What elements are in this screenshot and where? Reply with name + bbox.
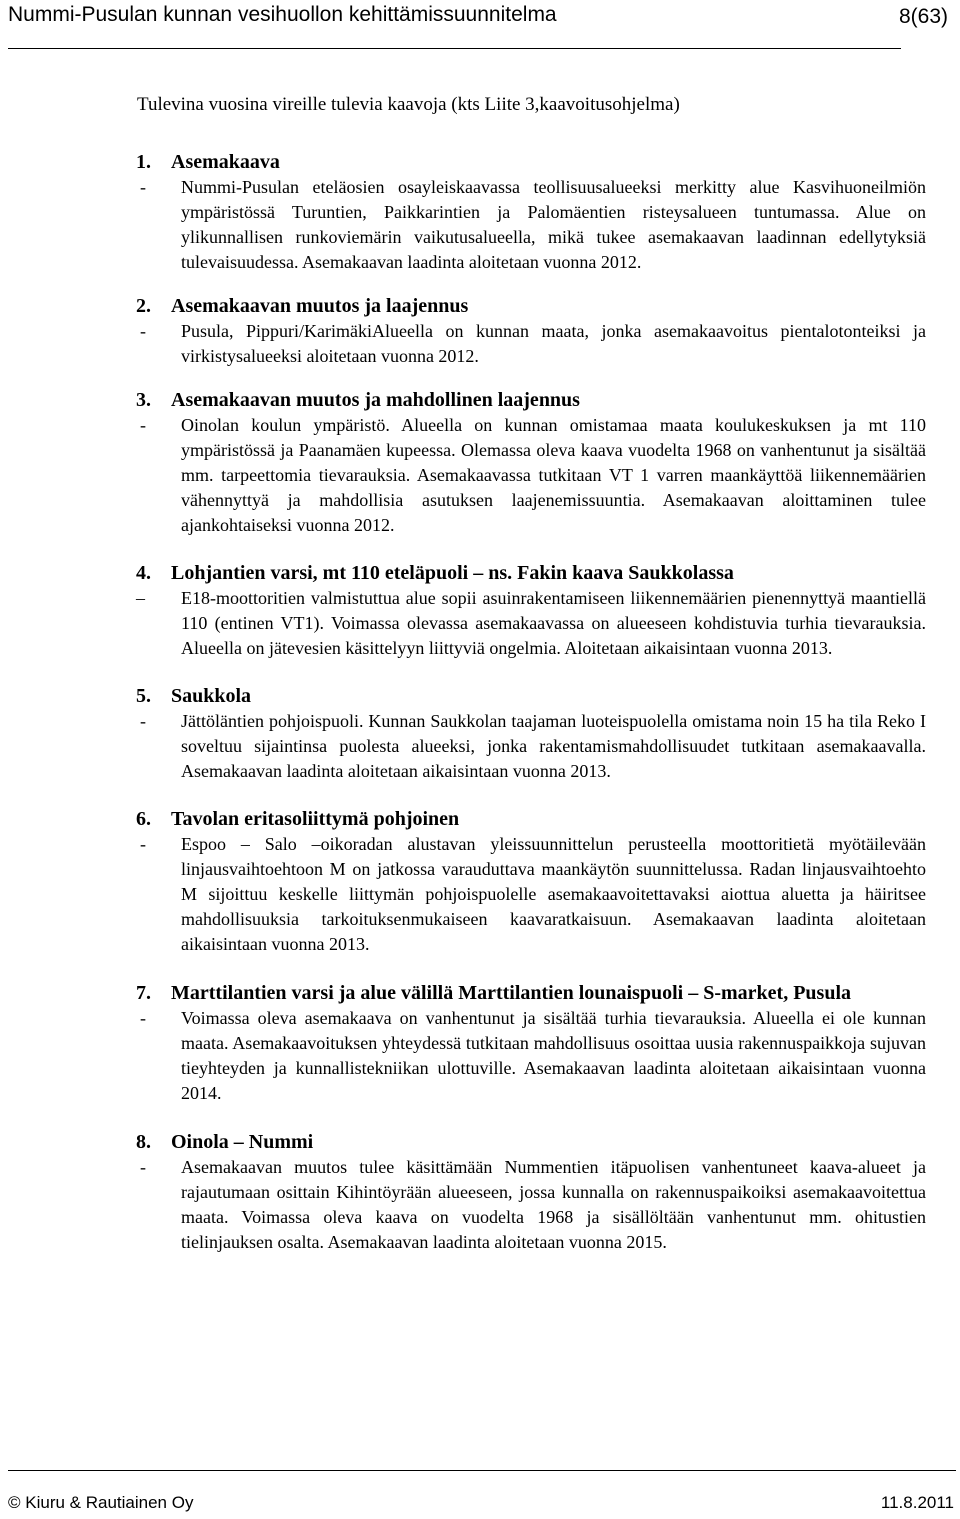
section-title: Lohjantien varsi, mt 110 eteläpuoli – ns. Fakin kaava Saukkolassa [171, 562, 734, 584]
section-heading [136, 684, 926, 709]
section-number: 7. [136, 982, 151, 1004]
section-3 [136, 388, 926, 538]
bullet-item [136, 1006, 926, 1106]
page-header [8, 2, 952, 32]
bullet-item [136, 832, 926, 957]
bullet-text: Oinolan koulun ympäristö. Alueella on kunnan omistamaa maata koulukeskuksen ja mt 110 ympäristössä ja Paanamäen kupeessa. Olemassa oleva kaava vuodelta 1968 on vanhentunut ja sisältää mm. tarpeettomia tievarauksia. Asemakaavassa tutkitaan VT 1 varren maankäyttöä liikennemäärien vähennyttyä ja mahdollisia asutuksen laajenemissuuntia. Asemakaavan aloittaminen tulee ajankohtaiseksi vuonna 2012. [181, 415, 926, 535]
section-heading [136, 388, 926, 413]
section-title: Asemakaava [171, 151, 280, 173]
bullet-dash: - [140, 177, 146, 197]
section-heading [136, 807, 926, 832]
bullet-text: Jättöläntien pohjoispuoli. Kunnan Saukkolan taajaman luoteispuolella omistama noin 15 ha tila Reko I soveltuu sijaintinsa puolesta alueeksi, jonka rakentamismahdollisuudet tutkitaan asemakaavalla. Asemakaavan laadinta aloitetaan aikaisintaan vuonna 2013. [181, 711, 926, 781]
bullet-item [136, 175, 926, 275]
bullet-text: Voimassa oleva asemakaava on vanhentunut ja sisältää turhia tievarauksia. Alueella ei ole kunnan maata. Asemakaavoituksen yhteydessä tutkitaan mahdollisuus osoittaa uusia rakennuspaikkoja sujuvan tieyhteyden ja kunnallistekniikan ulottuville. Asemakaavan laadinta aloitetaan aikaisintaan vuonna 2014. [181, 1008, 926, 1103]
section-heading [136, 1130, 926, 1155]
section-number: 6. [136, 808, 151, 830]
section-number: 1. [136, 151, 151, 173]
section-8 [136, 1130, 926, 1255]
section-heading [136, 294, 926, 319]
bullet-text: Asemakaavan muutos tulee käsittämään Nummentien itäpuolisen vanhentuneet kaava-alueet ja rajautumaan osittain Kihintöyrään alueeseen, jossa kunnalla on rakennuspaikoiksi asemakaavoitettua maata. Voimassa oleva kaava on vuodelta 1968 ja sisällöltään vanhentunut mm. ohitustien tielinjauksen osalta. Asemakaavan laadinta aloitetaan vuonna 2015. [181, 1157, 926, 1252]
bullet-dash: - [140, 711, 146, 731]
page-footer [8, 1492, 954, 1516]
section-number: 5. [136, 685, 151, 707]
bullet-item [136, 319, 926, 369]
intro-text: Tulevina vuosina vireille tulevia kaavoja (kts Liite 3,kaavoitusohjelma) [137, 94, 680, 115]
section-heading [136, 150, 926, 175]
section-title: Tavolan eritasoliittymä pohjoinen [171, 808, 460, 830]
section-7 [136, 981, 926, 1106]
section-heading [136, 561, 926, 586]
bullet-item [136, 413, 926, 538]
section-heading [136, 981, 926, 1006]
section-4 [136, 561, 926, 661]
bullet-item [136, 1155, 926, 1255]
footer-company: © Kiuru & Rautiainen Oy [8, 1493, 194, 1512]
section-title: Asemakaavan muutos ja laajennus [171, 295, 469, 317]
bullet-text: Espoo – Salo –oikoradan alustavan yleissuunnittelun perusteella moottoritietä myötäilevään linjausvaihtoehtoon M on jatkossa varauduttava maankäytön suunnittelussa. Radan linjausvaihtoehto M sijoittuu keskelle liittymän pohjoispuolelle asemakaavoitettavaksi aiottua aluetta ja häiritsee mahdollisuuksia tarkoituksenmukaiseen kaavaratkaisuun. Asemakaavan laadinta aloitetaan aikaisintaan vuonna 2013. [181, 834, 926, 954]
bullet-text: Pusula, Pippuri/KarimäkiAlueella on kunnan maata, jonka asemakaavoitus pientalotonteiksi ja virkistysalueeksi aloitetaan vuonna 2012. [181, 321, 926, 366]
section-number: 2. [136, 295, 151, 317]
section-title: Asemakaavan muutos ja mahdollinen laajennus [171, 389, 580, 411]
bullet-dash: - [140, 321, 146, 341]
bullet-item [136, 709, 926, 784]
bullet-dash: - [140, 415, 146, 435]
section-number: 3. [136, 389, 151, 411]
bullet-text: Nummi-Pusulan eteläosien osayleiskaavassa teollisuusalueeksi merkitty alue Kasvihuoneilmiön ympäristössä Turuntien, Paikkarintien ja Palomäentien risteysalueen tuntumassa. Alue on ylikunnallisen runkoviemärin vaikutusalueella, mikä tukee asemakaavan laadinnan edellytyksiä tulevaisuudessa. Asemakaavan laadinta aloitetaan vuonna 2012. [181, 177, 926, 272]
document-title: Nummi-Pusulan kunnan vesihuollon kehittämissuunnitelma [8, 3, 557, 26]
bullet-dash: - [140, 1157, 146, 1177]
section-title: Marttilantien varsi ja alue välillä Marttilantien lounaispuoli – S-market, Pusula [171, 982, 851, 1004]
footer-divider [8, 1470, 956, 1471]
header-divider [8, 48, 901, 49]
section-number: 8. [136, 1131, 151, 1153]
sections-list [136, 150, 926, 1274]
bullet-dash: - [140, 834, 146, 854]
bullet-item [136, 586, 926, 661]
section-2 [136, 294, 926, 369]
section-5 [136, 684, 926, 784]
section-title: Saukkola [171, 685, 252, 707]
bullet-dash: - [140, 1008, 146, 1028]
section-6 [136, 807, 926, 957]
section-number: 4. [136, 562, 151, 584]
bullet-text: E18-moottoritien valmistuttua alue sopii asuinrakentamiseen liikennemäärien pienennyttyä maantiellä 110 (entinen VT1). Voimassa olevassa asemakaavassa on alueeseen kohdistuvia turhia tievarauksia. Alueella on jätevesien käsittelyyn liittyviä ongelmia. Aloitetaan aikaisintaan vuonna 2013. [181, 588, 926, 658]
bullet-dash: – [136, 588, 145, 608]
section-1 [136, 150, 926, 275]
page-number: 8(63) [898, 5, 948, 28]
footer-date: 11.8.2011 [880, 1493, 954, 1512]
section-title: Oinola – Nummi [171, 1131, 314, 1153]
